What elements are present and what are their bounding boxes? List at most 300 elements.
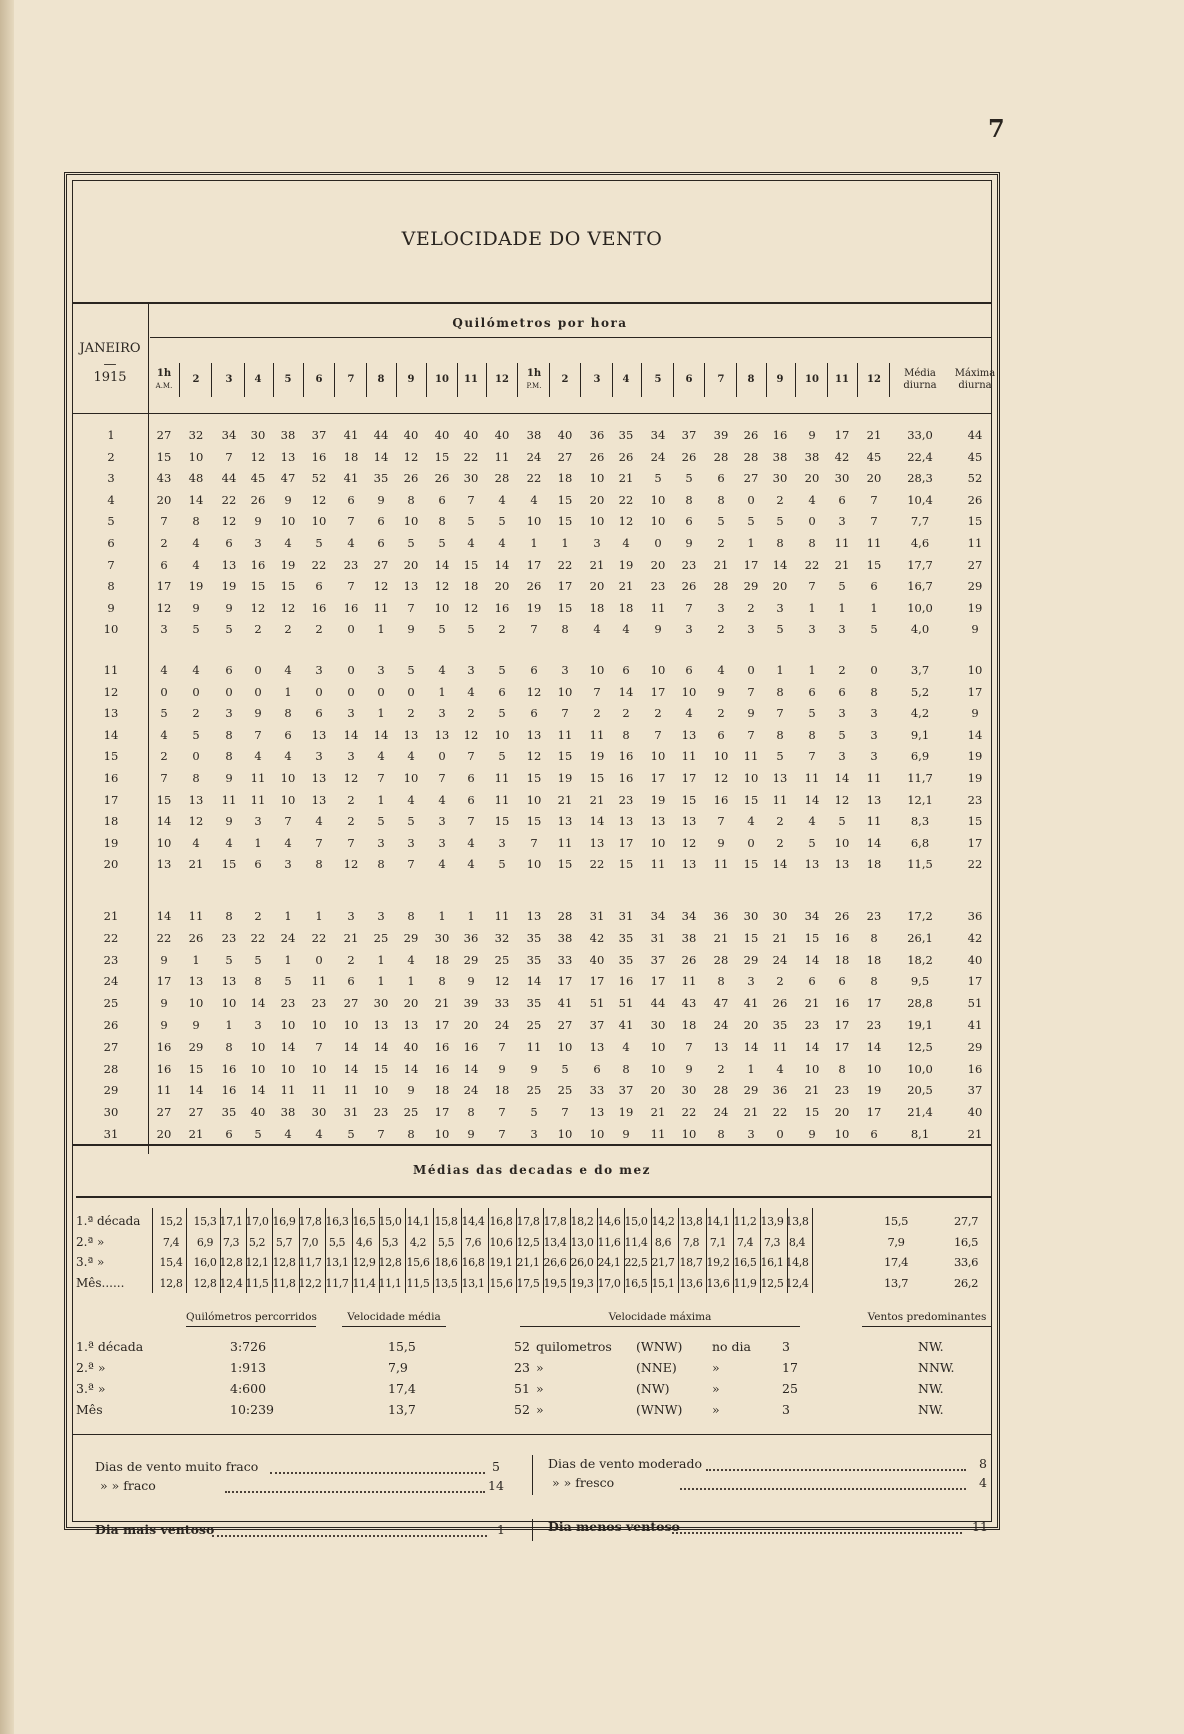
hourly-value: 12 <box>526 749 542 764</box>
hourly-value: 2 <box>717 536 725 550</box>
hourly-value: 7 <box>808 749 816 764</box>
means-value: 13,0 <box>570 1235 594 1249</box>
hourly-value: 4 <box>467 835 475 850</box>
hourly-value: 44 <box>221 471 237 486</box>
hourly-value: 0 <box>747 663 755 677</box>
hourly-value: 10 <box>280 792 296 807</box>
table-row <box>0 906 1184 926</box>
hourly-value: 5 <box>838 727 846 742</box>
hourly-value: 5 <box>498 706 506 721</box>
hourly-value: 22 <box>618 492 634 507</box>
hourly-value: 5 <box>530 1105 538 1120</box>
hourly-value: 11 <box>557 835 573 850</box>
hourly-value: 5 <box>377 814 385 829</box>
hourly-value: 14 <box>250 996 266 1011</box>
hourly-value: 10 <box>250 1061 266 1076</box>
means-value: 13,5 <box>434 1276 458 1290</box>
means-value: 7,4 <box>736 1235 754 1249</box>
hourly-value: 21 <box>618 579 634 594</box>
table-row <box>0 928 1184 948</box>
hourly-value: 6 <box>685 663 693 677</box>
hourly-value: 37 <box>589 1018 605 1032</box>
hourly-value: 51 <box>618 996 634 1011</box>
hourly-value: 14 <box>156 909 172 923</box>
hourly-value: 3 <box>530 1127 538 1141</box>
hourly-value: 10 <box>557 684 573 699</box>
means-value: 17,0 <box>597 1276 621 1290</box>
hourly-value: 47 <box>280 471 296 486</box>
vel-header: Velocidade média <box>347 1311 441 1323</box>
hourly-value: 24 <box>713 1018 729 1032</box>
hourly-value: 8 <box>225 909 233 923</box>
hourly-value: 13 <box>188 792 204 807</box>
means-value: 14,6 <box>597 1215 621 1228</box>
hourly-value: 7 <box>225 449 233 464</box>
hourly-value: 4 <box>192 835 200 850</box>
hourly-value: 3 <box>254 814 262 829</box>
hourly-value: 16 <box>343 600 359 615</box>
hourly-value: 1 <box>284 909 292 923</box>
hourly-value: 5 <box>160 706 168 721</box>
hourly-value: 6 <box>530 706 538 721</box>
hourly-value: 17 <box>526 557 542 572</box>
footer-divider-2 <box>532 1519 533 1541</box>
hourly-value: 26 <box>250 492 266 507</box>
daily-max: 42 <box>967 930 983 945</box>
hourly-value: 26 <box>188 930 204 945</box>
hourly-value: 26 <box>681 449 697 464</box>
hourly-value: 9 <box>530 1061 538 1076</box>
hourly-value: 51 <box>589 996 605 1011</box>
hourly-value: 35 <box>373 471 389 486</box>
hourly-value: 3 <box>717 600 725 615</box>
hour-header: 11 <box>464 374 478 385</box>
means-value: 12,1 <box>245 1256 269 1269</box>
hourly-value: 33 <box>589 1083 605 1098</box>
daily-max: 27 <box>967 557 983 572</box>
hourly-value: 6 <box>377 514 385 529</box>
hourly-value: 3 <box>160 622 168 637</box>
hourly-value: 18 <box>343 449 359 464</box>
hourly-value: 1 <box>192 952 200 967</box>
hour-header: 8 <box>747 374 755 385</box>
daily-mean: 20,5 <box>907 1083 933 1098</box>
hourly-value: 36 <box>772 1083 788 1098</box>
hourly-value: 44 <box>373 428 389 442</box>
means-column-rule <box>488 1208 489 1293</box>
hourly-value: 5 <box>438 622 446 637</box>
hourly-value: 38 <box>557 930 573 945</box>
hourly-value: 7 <box>347 514 355 529</box>
hourly-value: 10 <box>434 600 450 615</box>
means-value: 6,9 <box>196 1235 214 1249</box>
hourly-value: 37 <box>618 1083 634 1098</box>
hourly-value: 48 <box>188 471 204 486</box>
table-row <box>0 1037 1184 1057</box>
day-number: 5 <box>107 514 115 529</box>
hourly-value: 20 <box>156 1127 172 1141</box>
hourly-value: 4 <box>407 952 415 967</box>
hourly-value: 40 <box>557 428 573 442</box>
hourly-value: 23 <box>221 930 237 945</box>
hourly-value: 14 <box>343 1039 359 1054</box>
hourly-value: 21 <box>434 996 450 1011</box>
hourly-value: 31 <box>650 930 666 945</box>
hourly-value: 11 <box>526 1039 542 1054</box>
hour-header: 2 <box>192 374 200 385</box>
hourly-value: 29 <box>743 579 759 594</box>
summary-label: 1.ª década <box>76 1339 144 1354</box>
hourly-value: 12 <box>250 600 266 615</box>
hourly-value: 8 <box>377 857 385 872</box>
hourly-value: 11 <box>866 536 882 550</box>
column-rule <box>857 363 858 397</box>
hourly-value: 5 <box>225 622 233 637</box>
max-direction: (NW) <box>636 1381 670 1396</box>
hourly-value: 1 <box>284 684 292 699</box>
hourly-value: 13 <box>589 835 605 850</box>
hourly-value: 9 <box>225 814 233 829</box>
day-number: 27 <box>103 1039 119 1054</box>
means-value: 14,1 <box>706 1215 730 1228</box>
hourly-value: 28 <box>713 1083 729 1098</box>
hourly-value: 3 <box>438 814 446 829</box>
hourly-value: 24 <box>526 449 542 464</box>
day-number: 15 <box>103 749 119 764</box>
hourly-value: 16 <box>618 974 634 989</box>
hourly-value: 19 <box>650 792 666 807</box>
hourly-value: 1 <box>808 600 816 615</box>
hourly-value: 14 <box>618 684 634 699</box>
hourly-value: 33 <box>494 996 510 1011</box>
hourly-value: 4 <box>717 663 725 677</box>
hourly-value: 17 <box>156 974 172 989</box>
hour-header: 6 <box>685 374 693 385</box>
means-value: 18,6 <box>434 1256 458 1269</box>
hourly-value: 4 <box>225 835 233 850</box>
hourly-value: 10 <box>557 1127 573 1141</box>
hourly-value: 1 <box>254 835 262 850</box>
table-row <box>0 993 1184 1013</box>
hourly-value: 4 <box>377 749 385 764</box>
hourly-value: 4 <box>438 663 446 677</box>
hourly-value: 14 <box>373 1039 389 1054</box>
means-row-label: Mês...... <box>76 1275 125 1290</box>
hourly-value: 21 <box>650 1105 666 1120</box>
hourly-value: 8 <box>808 536 816 550</box>
means-value: 12,8 <box>159 1276 183 1290</box>
hourly-value: 11 <box>156 1083 172 1098</box>
hourly-value: 6 <box>808 974 816 989</box>
predominant-wind: NNW. <box>918 1360 955 1375</box>
hourly-value: 6 <box>254 857 262 872</box>
moderate-value: 8 <box>979 1456 987 1471</box>
max-value: 23 <box>514 1360 530 1375</box>
hourly-value: 8 <box>407 492 415 507</box>
hourly-value: 15 <box>434 449 450 464</box>
hourly-value: 2 <box>160 536 168 550</box>
day-number: 16 <box>103 771 119 785</box>
hourly-value: 13 <box>681 814 697 829</box>
hourly-value: 7 <box>377 771 385 785</box>
hourly-value: 26 <box>681 952 697 967</box>
daily-max: 17 <box>967 835 983 850</box>
table-row <box>0 660 1184 680</box>
hourly-value: 8 <box>622 727 630 742</box>
hourly-value: 16 <box>434 1039 450 1054</box>
hourly-value: 24 <box>463 1083 479 1098</box>
hourly-value: 6 <box>160 557 168 572</box>
day-number: 9 <box>107 600 115 615</box>
leader-dots <box>680 1488 966 1490</box>
hourly-value: 7 <box>530 835 538 850</box>
hourly-value: 11 <box>650 857 666 872</box>
daily-max: 19 <box>967 771 983 785</box>
day-label: no dia <box>712 1339 752 1354</box>
hourly-value: 2 <box>717 706 725 721</box>
vel-value: 13,7 <box>388 1402 416 1417</box>
hourly-value: 6 <box>315 579 323 594</box>
hour-header: 9 <box>776 374 784 385</box>
means-value: 5,2 <box>248 1235 266 1249</box>
hourly-value: 14 <box>772 557 788 572</box>
hourly-value: 14 <box>188 1083 204 1098</box>
hourly-value: 30 <box>834 471 850 486</box>
daily-max: 10 <box>967 663 983 677</box>
hourly-value: 42 <box>834 449 850 464</box>
means-value: 11,1 <box>378 1276 402 1290</box>
hourly-value: 10 <box>681 1127 697 1141</box>
fresh-label: » » fresco <box>552 1475 615 1490</box>
means-column-rule <box>570 1208 571 1293</box>
daily-mean: 11,7 <box>907 771 933 785</box>
hourly-value: 17 <box>618 835 634 850</box>
means-mean: 15,5 <box>883 1214 908 1228</box>
means-value: 5,3 <box>381 1235 399 1249</box>
hourly-value: 11 <box>221 792 237 807</box>
header-rule <box>72 413 992 414</box>
daily-max: 40 <box>967 952 983 967</box>
table-row <box>0 703 1184 723</box>
hour-header: 8 <box>377 374 385 385</box>
hourly-value: 10 <box>650 749 666 764</box>
hourly-value: 6 <box>870 579 878 594</box>
hourly-value: 25 <box>403 1105 419 1120</box>
hourly-value: 5 <box>561 1061 569 1076</box>
hourly-value: 30 <box>743 909 759 923</box>
hourly-value: 12 <box>618 514 634 529</box>
means-column-rule <box>461 1208 462 1293</box>
hour-header: 2 <box>561 374 569 385</box>
hourly-value: 8 <box>438 514 446 529</box>
hourly-value: 2 <box>838 663 846 677</box>
means-value: 16,5 <box>352 1215 376 1228</box>
daily-mean: 6,9 <box>910 749 930 764</box>
hourly-value: 29 <box>188 1039 204 1054</box>
column-rule <box>704 363 705 397</box>
hourly-value: 4 <box>622 1039 630 1054</box>
hourly-value: 40 <box>494 428 510 442</box>
hourly-value: 15 <box>156 792 172 807</box>
hourly-value: 0 <box>747 835 755 850</box>
means-value: 8,4 <box>788 1235 806 1249</box>
hourly-value: 22 <box>557 557 573 572</box>
max-day: 3 <box>782 1339 790 1354</box>
hourly-value: 5 <box>407 814 415 829</box>
means-value: 18,7 <box>679 1256 703 1269</box>
max-header: Máxima diurna <box>954 368 996 391</box>
hourly-value: 21 <box>188 1127 204 1141</box>
hourly-value: 17 <box>834 1039 850 1054</box>
hourly-value: 2 <box>254 909 262 923</box>
hourly-value: 10 <box>280 1018 296 1032</box>
hourly-value: 5 <box>254 952 262 967</box>
hourly-value: 4 <box>347 536 355 550</box>
hourly-value: 40 <box>403 428 419 442</box>
hour-header: 3 <box>593 374 601 385</box>
daily-max: 44 <box>967 428 983 442</box>
hourly-value: 0 <box>438 749 446 764</box>
daily-mean: 3,7 <box>910 663 930 677</box>
hourly-value: 9 <box>407 622 415 637</box>
hourly-value: 8 <box>225 727 233 742</box>
table-row <box>0 1059 1184 1079</box>
means-value: 11,5 <box>245 1276 269 1290</box>
hourly-value: 13 <box>221 974 237 989</box>
hourly-value: 30 <box>772 471 788 486</box>
hourly-value: 12 <box>156 600 172 615</box>
hourly-value: 6 <box>622 663 630 677</box>
hourly-value: 20 <box>834 1105 850 1120</box>
means-value: 19,5 <box>543 1276 567 1290</box>
hourly-value: 9 <box>685 536 693 550</box>
leader-dots <box>212 1535 487 1537</box>
means-value: 12,5 <box>516 1235 540 1249</box>
hourly-value: 7 <box>407 600 415 615</box>
means-value: 11,5 <box>406 1276 430 1290</box>
hourly-value: 13 <box>834 857 850 872</box>
means-column-rule <box>760 1208 761 1293</box>
hourly-value: 17 <box>866 1105 882 1120</box>
windiest-label: Dia mais ventoso <box>95 1522 215 1537</box>
hour-header: 7 <box>347 374 355 385</box>
hourly-value: 16 <box>221 1061 237 1076</box>
hourly-value: 10 <box>743 771 759 785</box>
hourly-value: 24 <box>713 1105 729 1120</box>
hourly-value: 4 <box>315 1127 323 1141</box>
day-number: 14 <box>103 727 119 742</box>
hourly-value: 15 <box>221 857 237 872</box>
means-value: 15,1 <box>651 1276 675 1290</box>
hourly-value: 14 <box>866 835 882 850</box>
hourly-value: 15 <box>156 449 172 464</box>
day-number: 18 <box>103 814 119 829</box>
column-rule <box>517 363 518 397</box>
max-value: 52 <box>514 1339 530 1354</box>
hourly-value: 14 <box>866 1039 882 1054</box>
hourly-value: 15 <box>526 771 542 785</box>
summary-row <box>0 1378 1184 1399</box>
hourly-value: 2 <box>407 706 415 721</box>
hourly-value: 35 <box>526 952 542 967</box>
means-value: 8,6 <box>654 1235 672 1249</box>
means-value: 17,5 <box>516 1276 540 1290</box>
hourly-value: 14 <box>804 952 820 967</box>
hourly-value: 13 <box>403 1018 419 1032</box>
hourly-value: 25 <box>373 930 389 945</box>
hourly-value: 40 <box>250 1105 266 1120</box>
hourly-value: 26 <box>834 909 850 923</box>
hourly-value: 5 <box>407 536 415 550</box>
hourly-value: 16 <box>311 449 327 464</box>
hourly-value: 32 <box>494 930 510 945</box>
means-value: 4,6 <box>355 1235 373 1249</box>
hourly-value: 10 <box>403 514 419 529</box>
means-label-rule <box>152 1208 153 1293</box>
day-number: 20 <box>103 857 119 872</box>
table-row <box>0 971 1184 991</box>
hourly-value: 18 <box>866 857 882 872</box>
means-value: 12,9 <box>352 1256 376 1269</box>
table-row <box>0 511 1184 531</box>
hourly-value: 30 <box>650 1018 666 1032</box>
hourly-value: 7 <box>467 814 475 829</box>
hourly-value: 28 <box>494 471 510 486</box>
hourly-value: 7 <box>685 1039 693 1054</box>
hourly-value: 27 <box>156 1105 172 1120</box>
hourly-value: 30 <box>373 996 389 1011</box>
hourly-value: 13 <box>589 1105 605 1120</box>
table-row <box>0 725 1184 745</box>
hourly-value: 5 <box>498 749 506 764</box>
leader-dots <box>706 1469 966 1471</box>
hourly-value: 11 <box>866 814 882 829</box>
hourly-value: 7 <box>776 706 784 721</box>
table-row <box>0 811 1184 831</box>
hourly-value: 17 <box>743 557 759 572</box>
hour-header: 5 <box>654 374 662 385</box>
hourly-value: 27 <box>557 1018 573 1032</box>
hourly-value: 10 <box>250 1039 266 1054</box>
hourly-value: 10 <box>650 1061 666 1076</box>
hourly-value: 38 <box>526 428 542 442</box>
summary-label: 3.ª » <box>76 1381 106 1396</box>
hourly-value: 23 <box>866 909 882 923</box>
hourly-value: 11 <box>343 1083 359 1098</box>
means-value: 24,1 <box>597 1256 621 1269</box>
daily-max: 11 <box>967 536 983 550</box>
means-value: 13,8 <box>679 1215 703 1228</box>
day-number: 23 <box>103 952 119 967</box>
hourly-value: 0 <box>808 514 816 529</box>
daily-max: 15 <box>967 814 983 829</box>
hourly-value: 22 <box>681 1105 697 1120</box>
means-value: 14,1 <box>406 1215 430 1228</box>
hourly-value: 20 <box>156 492 172 507</box>
hour-header: 3 <box>225 374 233 385</box>
day-number: 13 <box>103 706 119 721</box>
hourly-value: 40 <box>463 428 479 442</box>
hourly-value: 6 <box>467 792 475 807</box>
hourly-value: 21 <box>866 428 882 442</box>
hourly-value: 9 <box>192 600 200 615</box>
means-value: 26,6 <box>543 1256 567 1269</box>
hourly-value: 7 <box>377 1127 385 1141</box>
means-value: 11,9 <box>733 1276 757 1290</box>
hourly-value: 1 <box>838 600 846 615</box>
hourly-value: 7 <box>593 684 601 699</box>
hourly-value: 8 <box>467 1105 475 1120</box>
